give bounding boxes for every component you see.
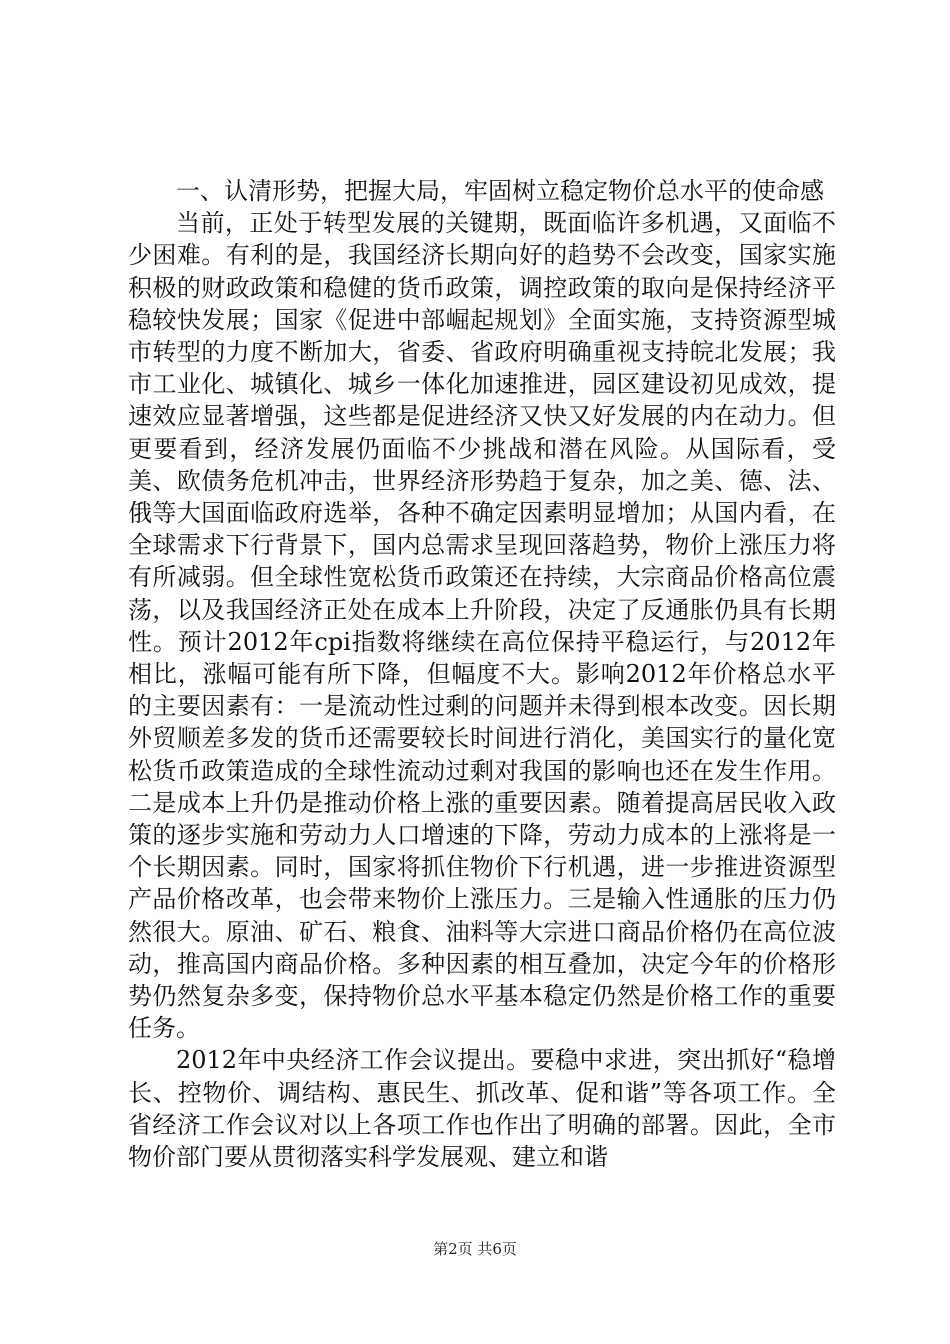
section-heading: 一、认清形势，把握大局，牢固树立稳定物价总水平的使命感 (176, 177, 824, 205)
document-body (128, 175, 836, 1173)
body-paragraph: 当前，正处于转型发展的关键期，既面临许多机遇，又面临不少困难。有利的是，我国经济长期向好的趋势不会改变，国家实施积极的财政政策和稳健的货币政策，调控政策的取向是保持经济平稳较快发展；国家《促进中部崛起规划》全面实施，支持资源型城市转型的力度不断加大，省委、省政府明确重视支持皖北发展；我市工业化、城镇化、城乡一体化加速推进，园区建设初见成效，提速效应显著增强，这些都是促进经济又快又好发展的内在动力。但更要看到，经济发展仍面临不少挑战和潜在风险。从国际看，受美、欧债务危机冲击，世界经济形势趋于复杂，加之美、德、法、俄等大国面临政府选举，各种不确定因素明显增加；从国内看，在全球需求下行背景下，国内总需求呈现回落趋势，物价上涨压力将有所减弱。但全球性宽松货币政策还在持续，大宗商品价格高位震荡，以及我国经济正处在成本上升阶段，决定了反通胀仍具有长期性。预计2012年cpi指数将继续在高位保持平稳运行，与2012年相比，涨幅可能有所下降，但幅度不大。影响2012年价格总水平的主要因素有：一是流动性过剩的问题并未得到根本改变。因长期外贸顺差多发的货币还需要较长时间进行消化，美国实行的量化宽松货币政策造成的全球性流动过剩对我国的影响也还在发生作用。二是成本上升仍是推动价格上涨的重要因素。随着提高居民收入政策的逐步实施和劳动力人口增速的下降，劳动力成本的上涨将是一个长期因素。同时，国家将抓住物价下行机遇，进一步推进资源型产品价格改革，也会带来物价上涨压力。三是输入性通胀的压力仍然很大。原油、矿石、粮食、油料等大宗进口商品价格仍在高位波动，推高国内商品价格。多种因素的相互叠加，决定今年的价格形势仍然复杂多变，保持物价总水平基本稳定仍然是价格工作的重要任务。 (128, 209, 836, 1043)
page-footer: 第2页 共6页 (433, 1240, 517, 1258)
body-paragraph: 2012年中央经济工作会议提出。要稳中求进，突出抓好“稳增长、控物价、调结构、惠民生、抓改革、促和谐”等各项工作。全省经济工作会议对以上各项工作也作出了明确的部署。因此，全市物价部门要从贯彻落实科学发展观、建立和谐 (128, 1046, 836, 1172)
